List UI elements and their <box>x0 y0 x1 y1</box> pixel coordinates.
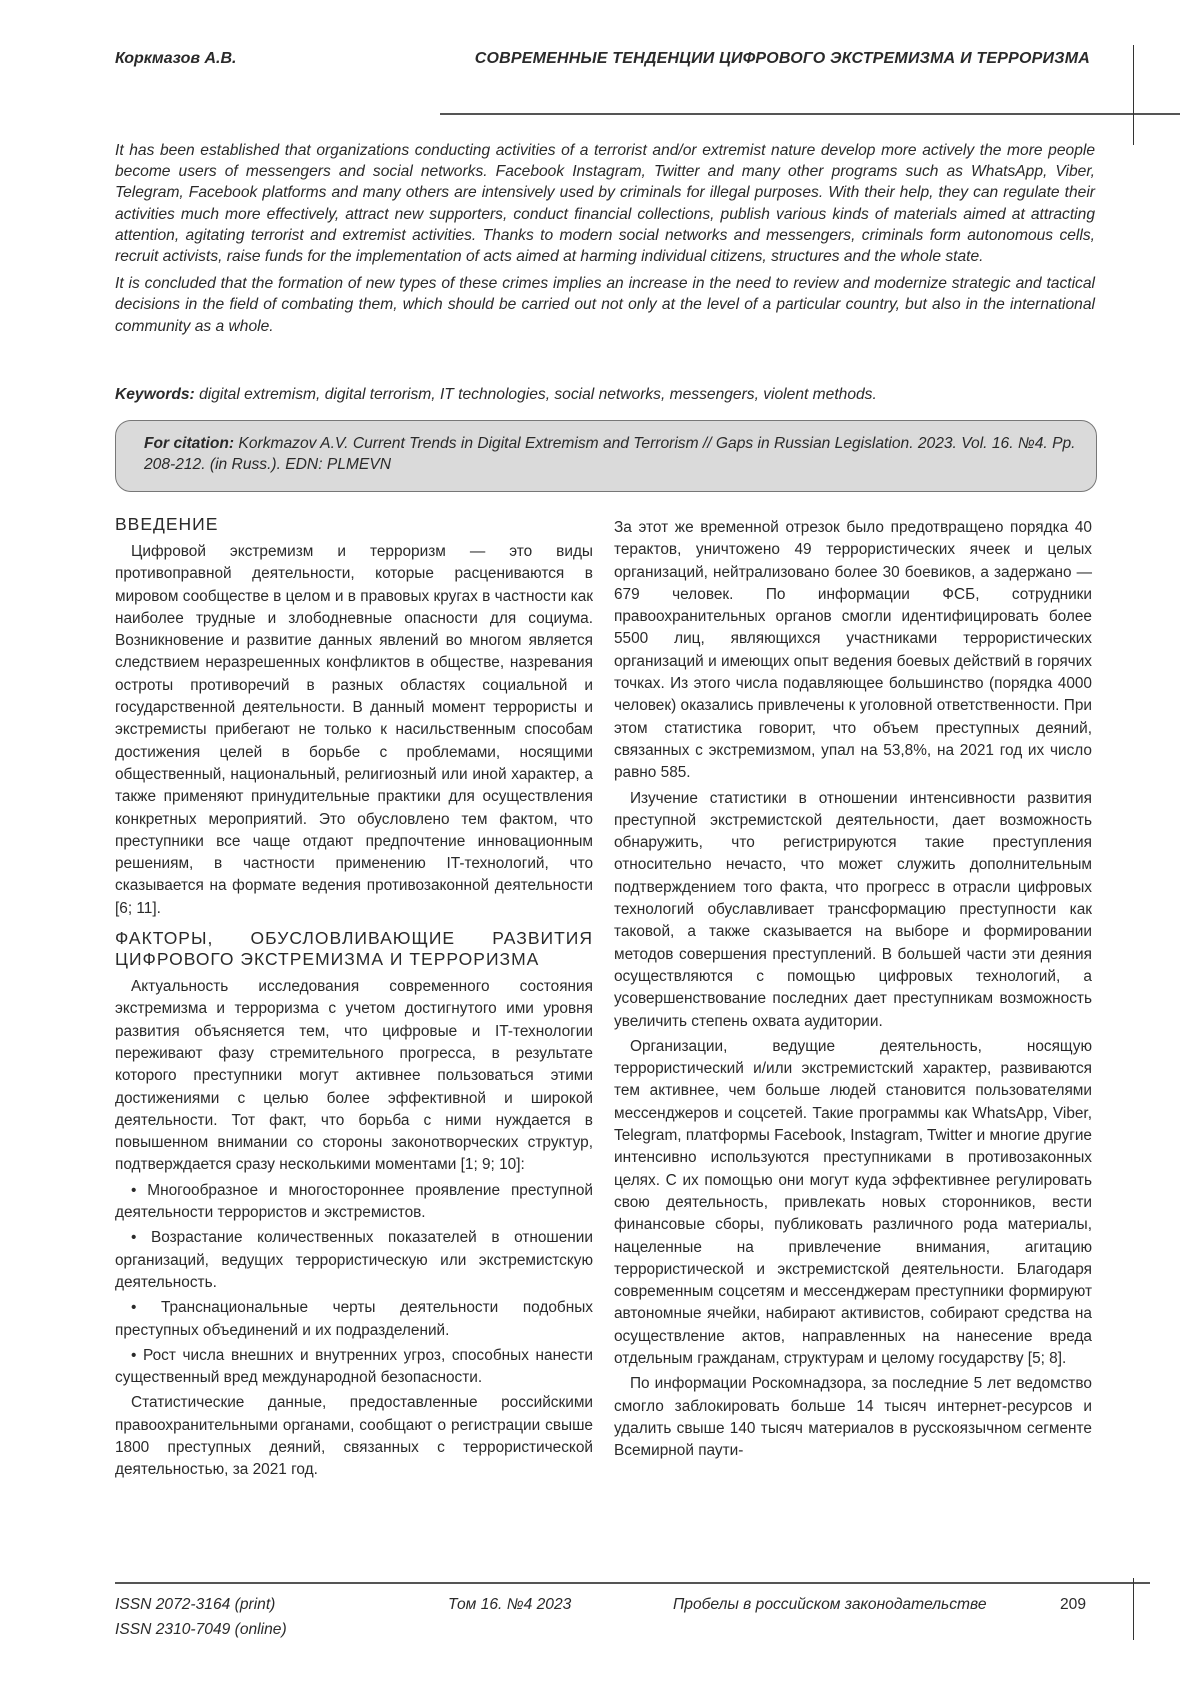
section-heading-intro: ВВЕДЕНИЕ <box>115 514 593 535</box>
bullet-item: • Транснациональные черты деятельности подобных преступных объединений и их подразделений. <box>115 1297 593 1342</box>
volume-issue: Том 16. №4 2023 <box>448 1596 571 1614</box>
header-rule <box>440 113 1180 115</box>
citation-box <box>115 420 1097 492</box>
body-paragraph: Актуальность исследования современного состояния экстремизма и терроризма с учетом достигнутого ими уровня развития объясняется тем, что цифровые и IT-технологии переживают фазу стремительного прогресса, в результате которого преступники могут активнее пользоваться этими достижениями с целью более эффективной и широкой деятельности. Тот факт, что борьба с ними нуждается в повышенном внимании со стороны законотворческих структур, подтверждается сразу несколькими моментами [1; 9; 10]: <box>115 976 593 1177</box>
section-heading-factors: ФАКТОРЫ, ОБУСЛОВЛИВАЮЩИЕ РАЗВИТИЯ ЦИФРОВОГО ЭКСТРЕМИЗМА И ТЕРРОРИЗМА <box>115 928 593 970</box>
body-paragraph: Организации, ведущие деятельность, носящую террористический и/или экстремистский характер, развиваются тем активнее, чем больше людей становится пользователями мессенджеров и соцсетей. Такие программы как WhatsApp, Viber, Telegram, платформы Facebook, Instagram, Twitter и многие другие интенсивно используются преступниками в противозаконных целях. С их помощью они могут куда эффективнее регулировать свою деятельность, привлекать новых сторонников, вести финансовые сборы, публиковать различного рода материалы, нацеленные на привлечение внимания, агитацию террористической и экстремистской деятельности. Благодаря современным соцсетям и мессенджерам преступники формируют автономные ячейки, набирают активистов, собирают средства на осуществление актов, направленных на нанесение вреда отдельным гражданам, структурам и целому государству [5; 8]. <box>614 1036 1092 1370</box>
citation-text: Korkmazov A.V. Current Trends in Digital Extremism and Terrorism // Gaps in Russian Legislation. 2023. Vol. 16. №4. Pp. 208-212. (in Russ.). EDN: PLMEVN <box>144 435 1075 473</box>
body-paragraph: Цифровой экстремизм и терроризм — это виды противоправной деятельности, которые расцениваются в мировом сообществе в целом и в правовых кругах в частности как наиболее трудные и злободневные опасности для социума. Возникновение и развитие данных явлений во многом является следствием неразрешенных конфликтов в обществе, назревания остроты противоречий в разных областях социальной и государственной деятельности. В данный момент террористы и экстремисты прибегают не только к насильственным способам достижения целей в борьбе с проблемами, носящими общественный, национальный, религиозный или иной характер, а также применяют принудительные практики для осуществления конкретных мероприятий. Это обусловлено тем фактом, что преступники все чаще отдают предпочтение инновационным решениям, в частности применению IT-технологий, что сказывается на формате ведения противозаконной деятельности [6; 11]. <box>115 541 593 920</box>
abstract-paragraph: It is concluded that the formation of new types of these crimes implies an increase in the need to review and modernize strategic and tactical decisions in the field of combating them, which should be carried out not only at the level of a particular country, but also in the international community as a whole. <box>115 273 1095 337</box>
issn-print: ISSN 2072-3164 (print) <box>115 1596 275 1614</box>
keywords <box>115 386 1095 404</box>
left-column <box>115 514 593 1485</box>
bullet-item: • Многообразное и многостороннее проявление преступной деятельности террористов и экстремистов. <box>115 1180 593 1225</box>
page-number: 209 <box>1060 1596 1086 1614</box>
keywords-label: Keywords: <box>115 386 195 403</box>
body-paragraph: Изучение статистики в отношении интенсивности развития преступной экстремистской деятельности, дает возможность обнаружить, что регистрируются такие преступления относительно нечасто, что может служить дополнительным подтверждением того факта, что прогресс в отрасли цифровых технологий обуславливает трансформацию преступности как таковой, а также сказывается на выборе и формировании методов совершения преступлений. В большей части эти деяния осуществляются с помощью цифровых технологий, а усовершенствование последних дает преступникам возможность увеличить степень охвата аудитории. <box>614 788 1092 1033</box>
journal-title: Пробелы в российском законодательстве <box>673 1596 987 1614</box>
body-paragraph: Статистические данные, предоставленные российскими правоохранительными органами, сообщают о регистрации свыше 1800 преступных деяний, связанных с террористической деятельностью, за 2021 год. <box>115 1392 593 1481</box>
bullet-item: • Рост числа внешних и внутренних угроз, способных нанести существенный вред международной безопасности. <box>115 1345 593 1390</box>
abstract <box>115 140 1095 343</box>
abstract-paragraph: It has been established that organizations conducting activities of a terrorist and/or extremist nature develop more actively the more people become users of messengers and social networks. Facebook Instagram, Twitter and many other programs such as WhatsApp, Viber, Telegram, Facebook platforms and many others are intensively used by criminals for illegal purposes. With their help, they can regulate their activities much more effectively, attract new supporters, conduct financial collections, publish various kinds of materials aimed at attracting attention, agitating terrorist and extremist activities. Thanks to modern social networks and messengers, criminals form autonomous cells, recruit activists, raise funds for the implementation of acts aimed at harming individual citizens, structures and the whole state. <box>115 140 1095 267</box>
crop-mark-bottom <box>1133 1578 1134 1640</box>
crop-mark-top <box>1133 45 1134 145</box>
footer-rule <box>115 1582 1150 1584</box>
body-paragraph: За этот же временной отрезок было предотвращено порядка 40 терактов, уничтожено 49 террористических ячеек и целых организаций, нейтрализовано более 30 боевиков, а задержано — 679 человек. По информации ФСБ, сотрудники правоохранительных органов смогли идентифицировать более 5500 лиц, являющихся участниками террористических организаций и имеющих опыт ведения боевых действий в горячих точках. Из этого числа подавляющее большинство (порядка 4000 человек) оказались привлечены к уголовной ответственности. При этом статистика говорит, что объем преступных деяний, связанных с экстремизмом, упал на 53,8%, на 2021 год их число равно 585. <box>614 517 1092 785</box>
keywords-text: digital extremism, digital terrorism, IT technologies, social networks, messengers, violent methods. <box>195 386 877 403</box>
citation-label: For citation: <box>144 435 234 452</box>
body-paragraph: По информации Роскомнадзора, за последние 5 лет ведомство смогло заблокировать больше 14 тысяч интернет-ресурсов и удалить свыше 140 тысяч материалов в русскоязычном сегменте Всемирной паути- <box>614 1373 1092 1462</box>
issn-online: ISSN 2310-7049 (online) <box>115 1621 287 1639</box>
running-header-title: СОВРЕМЕННЫЕ ТЕНДЕНЦИИ ЦИФРОВОГО ЭКСТРЕМИЗМА И ТЕРРОРИЗМА <box>475 50 1090 68</box>
running-header-author: Коркмазов А.В. <box>115 50 236 68</box>
right-column <box>614 517 1092 1465</box>
bullet-item: • Возрастание количественных показателей в отношении организаций, ведущих террористическую или экстремистскую деятельность. <box>115 1227 593 1294</box>
